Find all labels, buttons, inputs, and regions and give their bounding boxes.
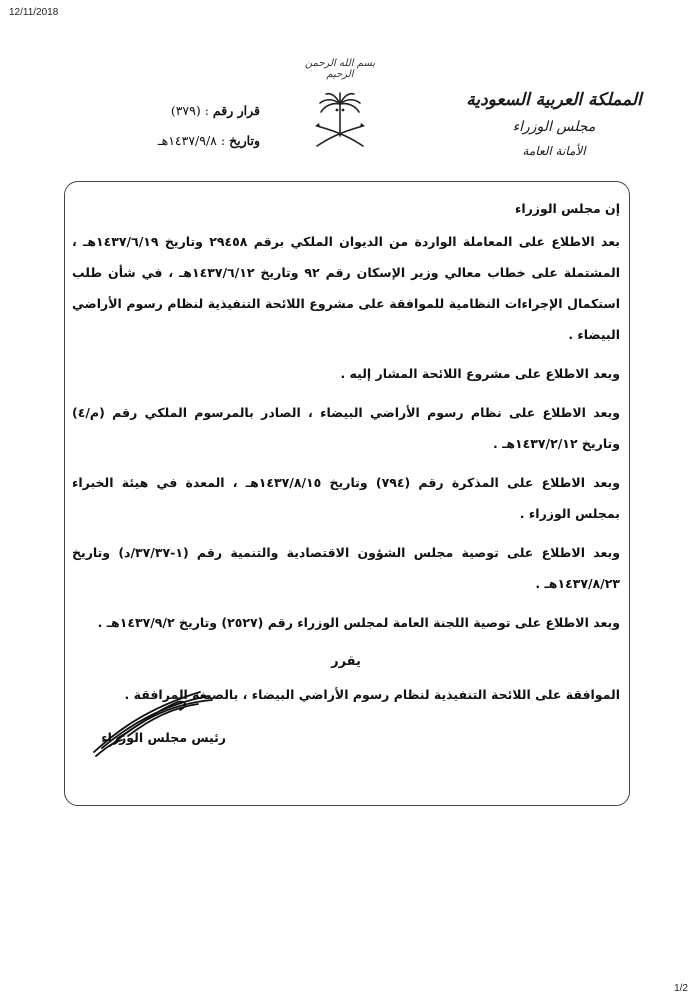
decision-number-label: قرار رقم [212,103,260,118]
resolution-body [72,193,620,718]
page-number: 1/2 [674,983,688,994]
paragraph-1: بعد الاطلاع على المعاملة الواردة من الديوان الملكي برقم ٢٩٤٥٨ وتاريخ ١٤٣٧/٦/١٩هـ ، المشتملة على خطاب معالي وزير الإسكان رقم ٩٢ وتاريخ ١٤٣٧/٦/١٢هـ ، في شأن طلب استكمال الإجراءات النظامية للموافقة على مشروع اللائحة التنفيذية لنظام رسوم الأراضي البيضاء . [72,234,620,342]
decision-number-value: (٣٧٩) [170,103,201,118]
decision-meta [115,96,260,156]
decision-date-label: وتاريخ [229,133,260,148]
decision-date-row: وتاريخ : ١٤٣٧/٩/٨هـ [157,133,260,148]
decision-number-row: قرار رقم : (٣٧٩) [170,103,260,118]
handwritten-signature [88,686,218,758]
saudi-emblem-icon [311,90,369,152]
letterhead [454,86,654,162]
paragraph-5: وبعد الاطلاع على توصية مجلس الشؤون الاقتصادية والتنمية رقم (١-٣٧/٣٧/د) وتاريخ ١٤٣٧/٨/٢٣هـ . [72,545,620,591]
opening-line: إن مجلس الوزراء [514,201,620,216]
letterhead-council: مجلس الوزراء [512,119,596,135]
decides-heading: يقرر [331,654,361,669]
paragraph-4: وبعد الاطلاع على المذكرة رقم (٧٩٤) وتاريخ ١٤٣٧/٨/١٥هـ ، المعدة في هيئة الخبراء بمجلس الوزراء . [72,475,620,521]
paragraph-3: وبعد الاطلاع على نظام رسوم الأراضي البيضاء ، الصادر بالمرسوم الملكي رقم (م/٤) وتاريخ ١٤٣٧/٢/١٢هـ . [72,405,620,451]
basmala: بسم الله الرحمن الرحيم [304,58,376,80]
letterhead-secretariat: الأمانة العامة [522,144,586,158]
letterhead-kingdom: المملكة العربية السعودية [466,90,642,110]
print-date: 12/11/2018 [9,7,59,18]
paragraph-2: وبعد الاطلاع على مشروع اللائحة المشار إليه . [340,366,620,381]
signature-label: رئيس مجلس الوزراء [101,730,226,745]
decision-date-value: ١٤٣٧/٩/٨هـ [157,133,217,148]
resolution-text: الموافقة على اللائحة التنفيذية لنظام رسوم الأراضي البيضاء ، بالصيغة المرافقة . [124,687,620,702]
paragraph-6: وبعد الاطلاع على توصية اللجنة العامة لمجلس الوزراء رقم (٢٥٢٧) وتاريخ ١٤٣٧/٩/٢هـ . [97,615,620,630]
